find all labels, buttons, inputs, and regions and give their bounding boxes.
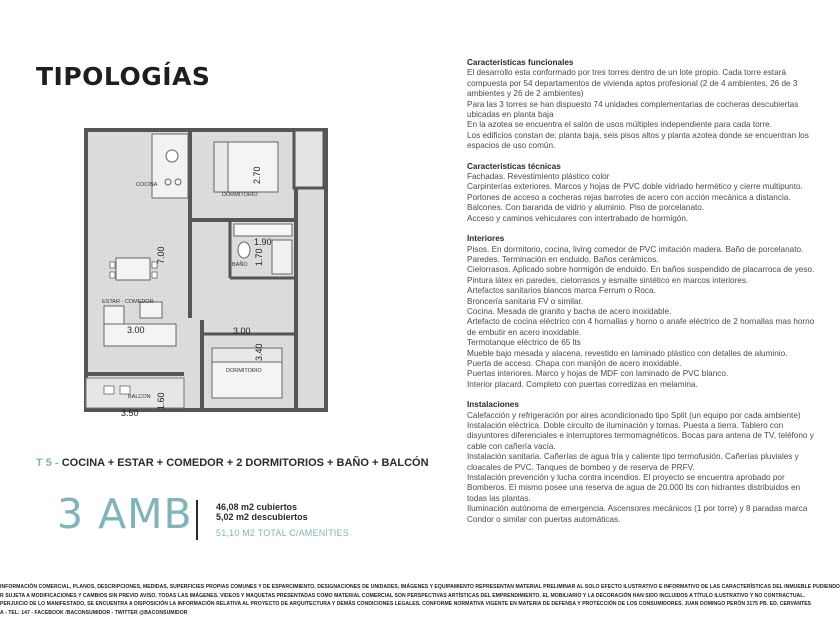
spec-line: Paredes. Terminación en enduido. Baños cerámicos. [467, 254, 659, 264]
spec-line: Fachadas. Revestimiento plástico color [467, 172, 610, 182]
disclaimer-line: PERJUICIO DE LO MANIFESTADO, SE ENCUENTRA A DISPOSICIÓN LA INFORMACIÓN RELATIVA AL PROYECTO DE ARQUITECTURA Y DEMÁS CONDICIONES LEGALES, CONFORME NORMATIVA VIGENTE EN MATERIA DE DEFENSA Y PROTECCIÓN DE LOS CONSUMIDORES. JUAN DOMINGO PERÓN 3175 PB. ED. CERVANTES [0, 601, 812, 608]
disclaimer-line: INFORMACIÓN COMERCIAL, PLANOS, DESCRIPCIONES, MEDIDAS, SUPERFICIES PROPIAS COMUNES Y DE ESPARCIMIENTO, DESIGNACIONES DE UNIDADES, IMÁGENES Y EQUIPAMIENTO REPRESENTAN MATERIAL PRELIMINAR AL SOLO EFECTO ILUSTRATIVO E INFORMATIVO DE LAS CARACTERÍSTICAS DEL INMUEBLE PUDIENDO [0, 584, 840, 590]
spec-line: Acceso y caminos vehiculares con intertrabado de hormigón. [467, 213, 689, 223]
spec-line: Iluminación autónoma de emergencia. Ascensores mecánicos (1 por torre) y 8 paradas marca Condor o similar con puertas automáticas. [467, 504, 808, 524]
spec-line: El desarrollo esta conformado por tres torres dentro de un lote propio. Cada torre estará compuesta por 54 departamentos de vivienda aptos profesional (2 de 4 ambientes, 26 de 3 ambientes y 26 de 2 ambientes) [467, 68, 798, 99]
uncovered-area [216, 512, 308, 522]
dimension-label: 2.70 [252, 166, 262, 184]
typology-line [36, 457, 429, 469]
spec-line: Artefactos sanitarios blancos marca Ferrum o Roca. [467, 286, 656, 296]
spec-line: En la azotea se encuentra el salón de usos múltiples independiente para cada torre. [467, 120, 772, 130]
spec-section [467, 400, 819, 525]
dimension-label: 3.50 [121, 408, 139, 418]
dimension-label: 1.60 [156, 392, 166, 410]
total-area: 51,10 M2 TOTAL C/AMENITIES [216, 528, 349, 538]
dimension-label: 3.40 [254, 343, 264, 361]
spec-line: Termotanque eléctrico de 65 lts [467, 338, 581, 348]
kitchen-sink [166, 150, 178, 162]
page-title: TIPOLOGÍAS [36, 62, 211, 91]
dimension-label: 1.70 [254, 248, 264, 266]
room-label-dormitorio-bottom: DORMITORIO [226, 368, 262, 374]
typology-separator: - [54, 457, 59, 469]
ambientes-count: 3 AMB [57, 490, 193, 538]
spec-line: Instalación sanitaria. Cañerías de agua fría y caliente tipo termofusión. Cañerías pluviales y cloacales de PVC. Tanques de bombeo y de reserva de PRFV. [467, 452, 799, 472]
spec-line: Pisos. En dormitorio, cocina, living comedor de PVC imitación madera. Baño de porcelanato. [467, 244, 804, 254]
kitchen-counter [152, 134, 188, 198]
specifications [467, 58, 819, 535]
spec-line: Carpinterías exteriores. Marcos y hojas de PVC doble vidriado hermético y cierre multipunto. [467, 182, 803, 192]
spec-section [467, 162, 819, 224]
covered-area-value: 46,08 [216, 502, 239, 512]
dimension-label: 1.90 [254, 237, 272, 247]
spec-line: Puertas interiores. Marco y hojas de MDF con laminado de PVC blanco. [467, 369, 729, 379]
spec-section [467, 58, 819, 152]
spec-line: Puerta de acceso. Chapa con manijón de acero inoxidable. [467, 358, 682, 368]
spec-line: Portones de acceso a cocheras rejas barrotes de acero con acción mecánica a distancia. [467, 192, 791, 202]
dimension-label: 3.00 [127, 325, 145, 335]
spec-line: Balcones. Con baranda de vidrio y aluminio. Piso de porcelanato. [467, 203, 705, 213]
spec-line: Los edificios constan de: planta baja, seis pisos altos y planta azotea donde se encuentran los espacios de uso común. [467, 130, 809, 151]
bathtub [234, 224, 292, 236]
room-label-estar-comedor: ESTAR - COMEDOR [102, 299, 154, 305]
spec-line: Cielorrasos. Aplicado sobre hormigón de enduido. En baños suspendido de placarroca de yeso. Pintura látex en paredes, cielorrasos y esmalte sintético en marcos interiores. [467, 265, 815, 285]
spec-line: Interior placard. Completo con puertas corredizas en melamina. [467, 379, 698, 389]
dimension-label: 7.00 [156, 246, 166, 264]
spec-section-title: Características funcionales [467, 58, 574, 67]
spec-line: Calefacción y refrigeración por aires acondicionado tipo Split (un equipo por cada ambiente) [467, 410, 801, 420]
uncovered-area-label: m2 descubiertos [236, 512, 308, 522]
spec-line: Mueble bajo mesada y alacena, revestido en laminado plástico con detalles de aluminio. [467, 348, 788, 358]
spec-section-title: Interiores [467, 234, 505, 244]
room-label-balcon: BALCON [128, 394, 151, 400]
spec-section [467, 234, 819, 390]
spec-line: Broncería sanitaria FV o similar. [467, 296, 584, 306]
covered-area [216, 502, 297, 512]
toilet [238, 242, 250, 258]
uncovered-area-value: 5,02 [216, 512, 234, 522]
dimension-label: 3.00 [233, 326, 251, 336]
disclaimer-line: R SUJETA A MODIFICACIONES Y CAMBIOS SIN PREVIO AVISO. TODAS LAS IMÁGENES, VIDEOS Y MAQUETAS PRESENTADAS COMO MATERIAL COMERCIAL SON PERSPECTIVAS ARTÍSTICAS DEL EMPRENDIMIENTO. EL MOBILIARIO Y LA DECORACIÓN HAN SIDO INCLUIDOS A TÍTULO ILUSTRATIVO Y NO CONTRACTUAL. [0, 592, 805, 599]
spec-section-title: Características técnicas [467, 161, 561, 171]
dining-table [116, 258, 150, 280]
spec-line: Cocina. Mesada de granito y bacha de acero inoxidable. [467, 306, 672, 316]
floor-plan [84, 128, 340, 440]
balcony [86, 378, 184, 408]
spec-line: Artefacto de cocina eléctrico con 4 hornallas y horno o anafe eléctrico de 2 hornallas mas horno de embutir en acero inoxidable. [467, 317, 815, 337]
disclaimer-line: A - TEL: 147 - FACEBOOK /BACONSUMIDOR - TWITTER @BACONSUMIDOR [0, 609, 188, 616]
typology-description: COCINA + ESTAR + COMEDOR + 2 DORMITORIOS + BAÑO + BALCÓN [61, 457, 429, 469]
shower [272, 240, 292, 274]
spec-section-title: Instalaciones [467, 400, 519, 410]
typology-code: T 5 [36, 457, 52, 469]
spec-line: Instalación eléctrica. Doble circuito de iluminación y tomas. Puesta a tierra. Tablero con disyuntores diferenciales e interruptores termomagnéticos. Bocas para antena de TV, teléfono y cable con cañería vacía. [467, 421, 814, 451]
room-label-dormitorio-top: DORMITORIO [222, 192, 258, 198]
room-label-bano: BAÑO [232, 262, 248, 268]
summary-divider [196, 500, 198, 540]
spec-line: Instalación prevención y lucha contra incendios. El proyecto se encuentra aprobado por Bomberos. El mismo posee una reserva de agua de 20.000 lts con hidrantes distribuidos en todas las plantas. [467, 473, 801, 503]
covered-area-label: m2 cubiertos [241, 502, 298, 512]
room-label-cocina: COCINA [136, 182, 158, 188]
spec-line: Para las 3 torres se han dispuesto 74 unidades complementarias de cocheras descubiertas ubicadas en planta baja [467, 99, 799, 120]
legal-disclaimer [0, 583, 840, 617]
plan-right-wing [294, 130, 324, 188]
